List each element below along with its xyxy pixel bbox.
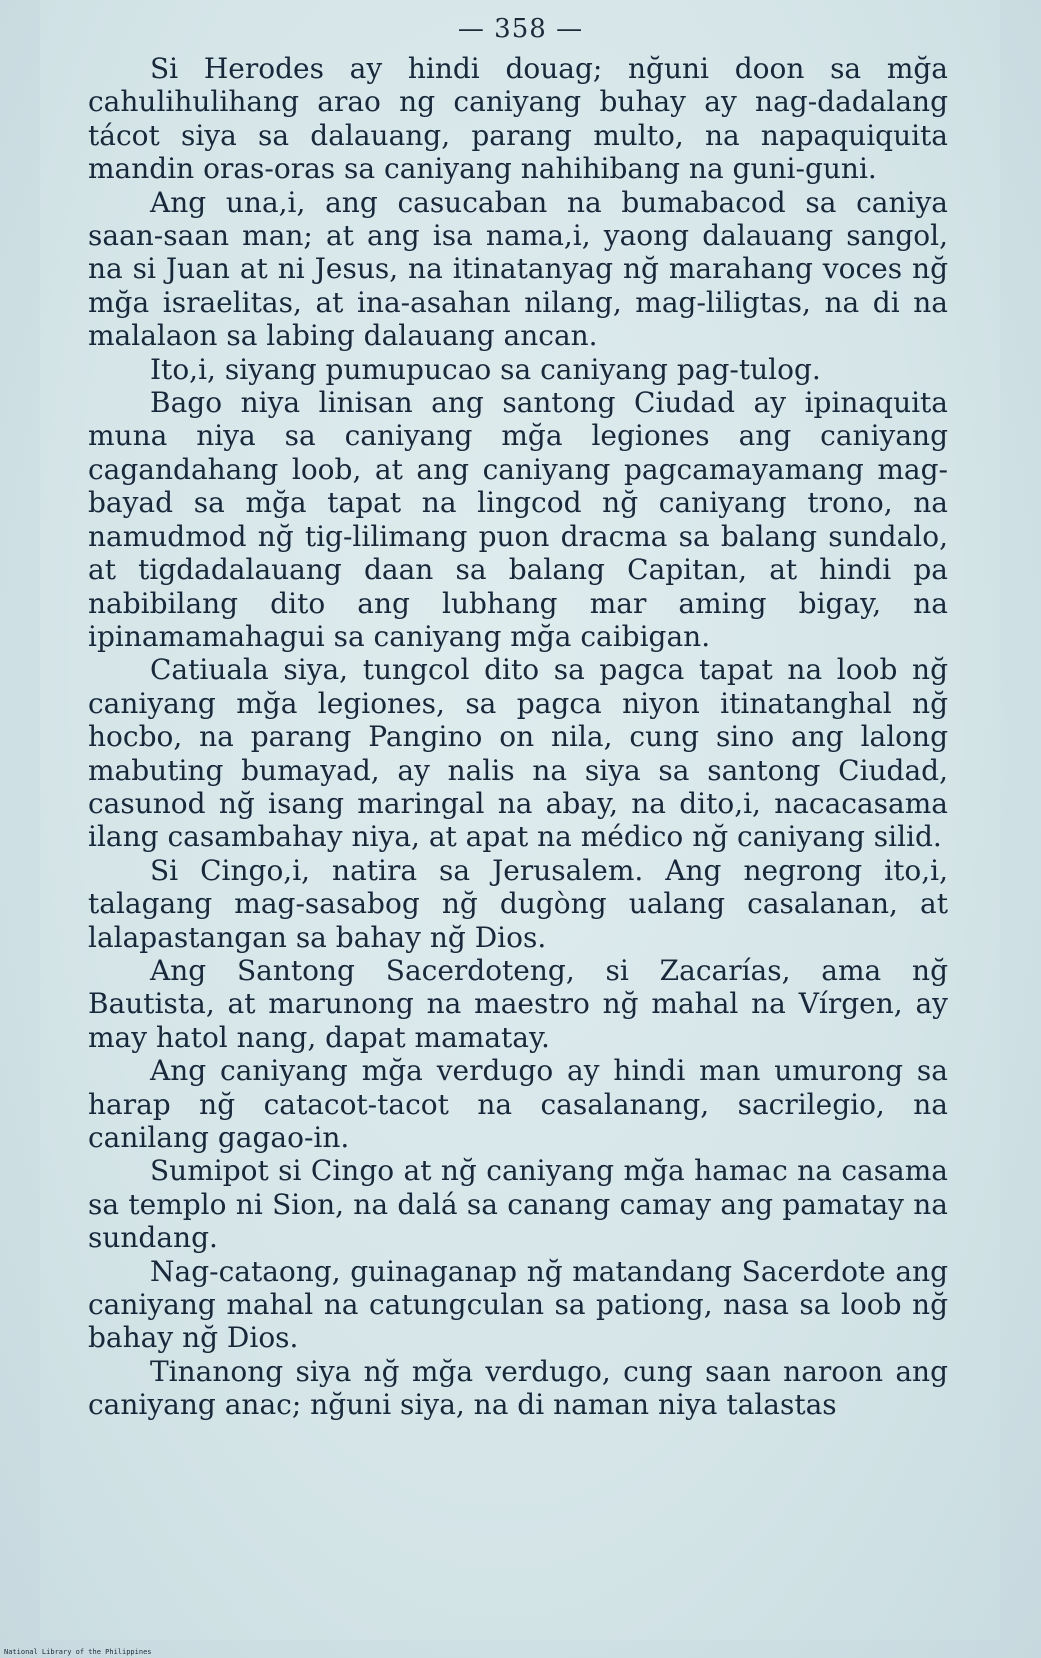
paragraph-verdugo: Ang caniyang mğa verdugo ay hindi man umurong sa harap nğ catacot-tacot na casalanang, sacrilegio, na canilang gagao-in. [88,1054,948,1154]
paragraph-tinanong: Tinanong siya nğ mğa verdugo, cung saan naroon ang caniyang anac; nğuni siya, na di naman niya talastas [88,1354,948,1422]
paragraph-nag-cataong: Nag-cataong, guinaganap nğ matandang Sacerdote ang caniyang mahal na catungculan sa pationg, nasa sa loob nğ bahay nğ Dios. [88,1254,948,1355]
library-credit: National Library of the Philippines [4,1648,152,1656]
paragraph-cingo: Si Cingo,i, natira sa Jerusalem. Ang negrong ito,i, talagang mag-sasabog nğ dugòng ualang casalanan, at lalapastangan sa bahay nğ Dios. [88,853,948,954]
paragraph-zacarias: Ang Santong Sacerdoteng, si Zacarías, ama nğ Bautista, at marunong na maestro nğ mahal na Vírgen, ay may hatol nang, dapat mamatay. [88,953,948,1054]
page-body [88,52,948,1422]
paragraph-herodes: Si Herodes ay hindi douag; nğuni doon sa mğa cahulihulihang arao ng caniyang buhay ay nag-dadalang tácot siya sa dalauang, parang multo, na napaquiquita mandin oras-oras sa caniyang nahihibang na guni-guni. [88,52,948,186]
paragraph-legiones: Bago niya linisan ang santong Ciudad ay ipinaquita muna niya sa caniyang mğa legiones ang caniyang cagandahang loob, at ang caniyang pagcamayamang mag-bayad sa mğa tapat na lingcod nğ caniyang trono, na namudmod nğ tig-lilimang puon dracma sa balang sundalo, at tigdadalauang daan sa balang Capitan, at hindi pa nabibilang dito ang lubhang mar aming bigay, na ipinamamahagui sa caniyang mğa caibigan. [88,386,948,653]
paragraph-catiuala: Catiuala siya, tungcol dito sa pagca tapat na loob nğ caniyang mğa legiones, sa pagca niyon itinatanghal nğ hocbo, na parang Pangino on nila, cung sino ang lalong mabuting bumayad, ay nalis na siya sa santong Ciudad, casunod nğ isang maringal na abay, na dito,i, nacacasama ilang casambahay niya, at apat na médico nğ caniyang silid. [88,653,948,854]
paragraph-sumipot: Sumipot si Cingo at nğ caniyang mğa hamac na casama sa templo ni Sion, na dalá sa canang camay ang pamatay na sundang. [88,1154,948,1255]
page-number: — 358 — [457,14,584,44]
paragraph-casucaban: Ang una,i, ang casucaban na bumabacod sa caniya saan-saan man; at ang isa nama,i, yaong dalauang sangol, na si Juan at ni Jesus, na itinatanyag nğ marahang voces nğ mğa israelitas, at ina-asahan nilang, mag-liligtas, na di na malalaon sa labing dalauang ancan. [88,185,948,353]
paragraph-pumupucao: Ito,i, siyang pumupucao sa caniyang pag-tulog. [150,352,821,386]
